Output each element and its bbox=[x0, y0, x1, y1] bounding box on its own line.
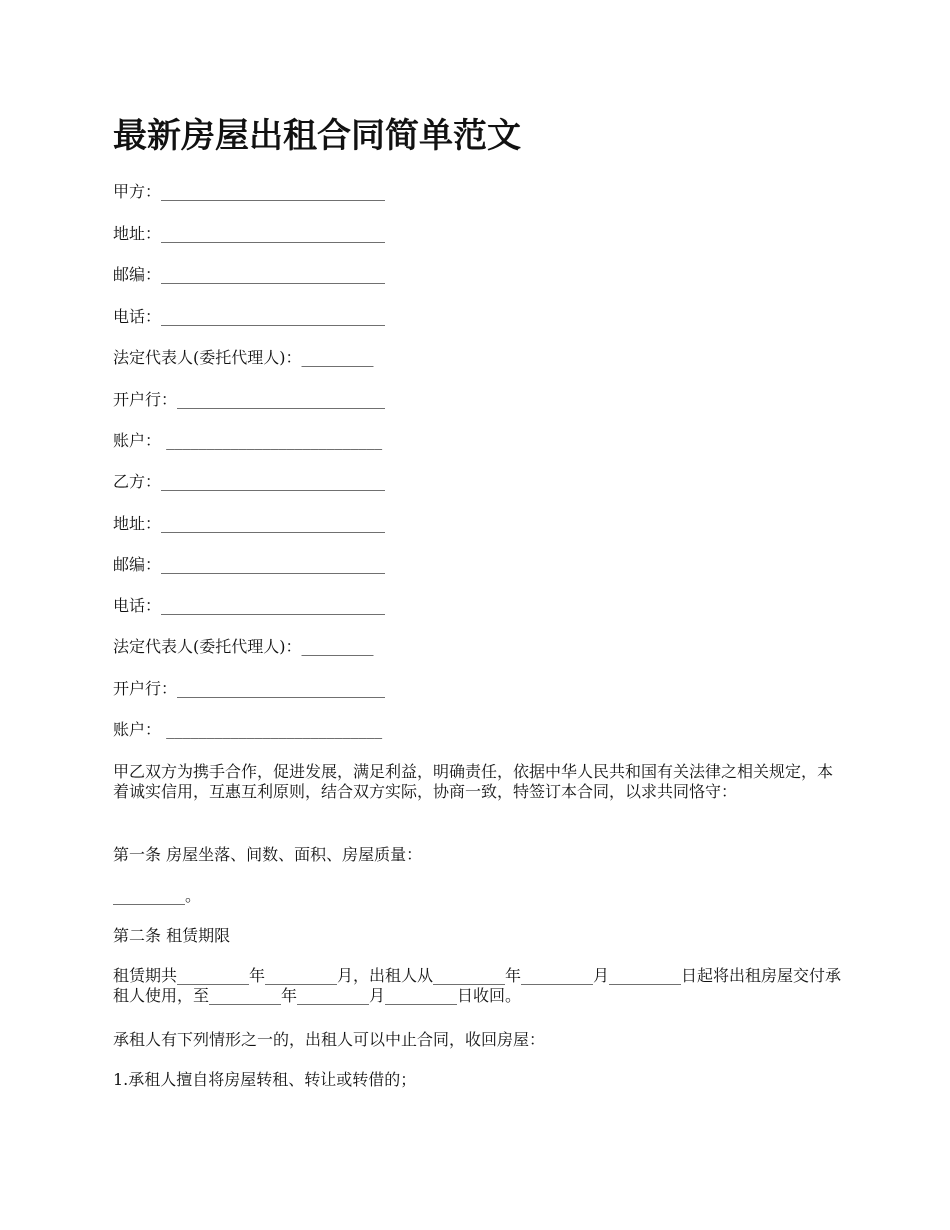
party-a-legal-rep: 法定代表人(委托代理人)：_________ bbox=[113, 348, 374, 367]
party-a-account: 账户： ___________________________ bbox=[113, 431, 383, 450]
article-1-blank: _________。 bbox=[113, 886, 202, 905]
party-b-account: 账户： ___________________________ bbox=[113, 720, 383, 739]
party-b-name: 乙方：____________________________ bbox=[113, 472, 386, 491]
party-a-address: 地址：____________________________ bbox=[113, 224, 386, 243]
party-a-name: 甲方：____________________________ bbox=[113, 182, 386, 201]
preamble-paragraph: 甲乙双方为携手合作，促进发展，满足利益，明确责任，依据中华人民共和国有关法律之相关规定，本着诚实信用，互惠互利原则，结合双方实际，协商一致，特签订本合同，以求共同恪守： bbox=[113, 762, 834, 801]
termination-intro: 承租人有下列情形之一的，出租人可以中止合同，收回房屋： bbox=[113, 1030, 546, 1049]
party-b-address: 地址：____________________________ bbox=[113, 514, 386, 533]
document-title: 最新房屋出租合同简单范文 bbox=[113, 116, 521, 156]
party-b-bank: 开户行：__________________________ bbox=[113, 679, 386, 698]
party-b-legal-rep: 法定代表人(委托代理人)：_________ bbox=[113, 637, 374, 656]
termination-item-1: 1.承租人擅自将房屋转租、转让或转借的； bbox=[113, 1070, 417, 1089]
article-1-heading: 第一条 房屋坐落、间数、面积、房屋质量： bbox=[113, 845, 423, 864]
party-a-phone: 电话：____________________________ bbox=[113, 307, 386, 326]
party-a-bank: 开户行：__________________________ bbox=[113, 390, 386, 409]
article-2-heading: 第二条 租赁期限 bbox=[113, 926, 231, 945]
party-b-phone: 电话：____________________________ bbox=[113, 596, 386, 615]
party-a-postcode: 邮编：____________________________ bbox=[113, 265, 386, 284]
article-2-paragraph: 租赁期共_________年_________月，出租人从_________年_________月_________日起将出租房屋交付承租人使用，至_________年_________月_________日收回。 bbox=[113, 966, 842, 1005]
party-b-postcode: 邮编：____________________________ bbox=[113, 555, 386, 574]
